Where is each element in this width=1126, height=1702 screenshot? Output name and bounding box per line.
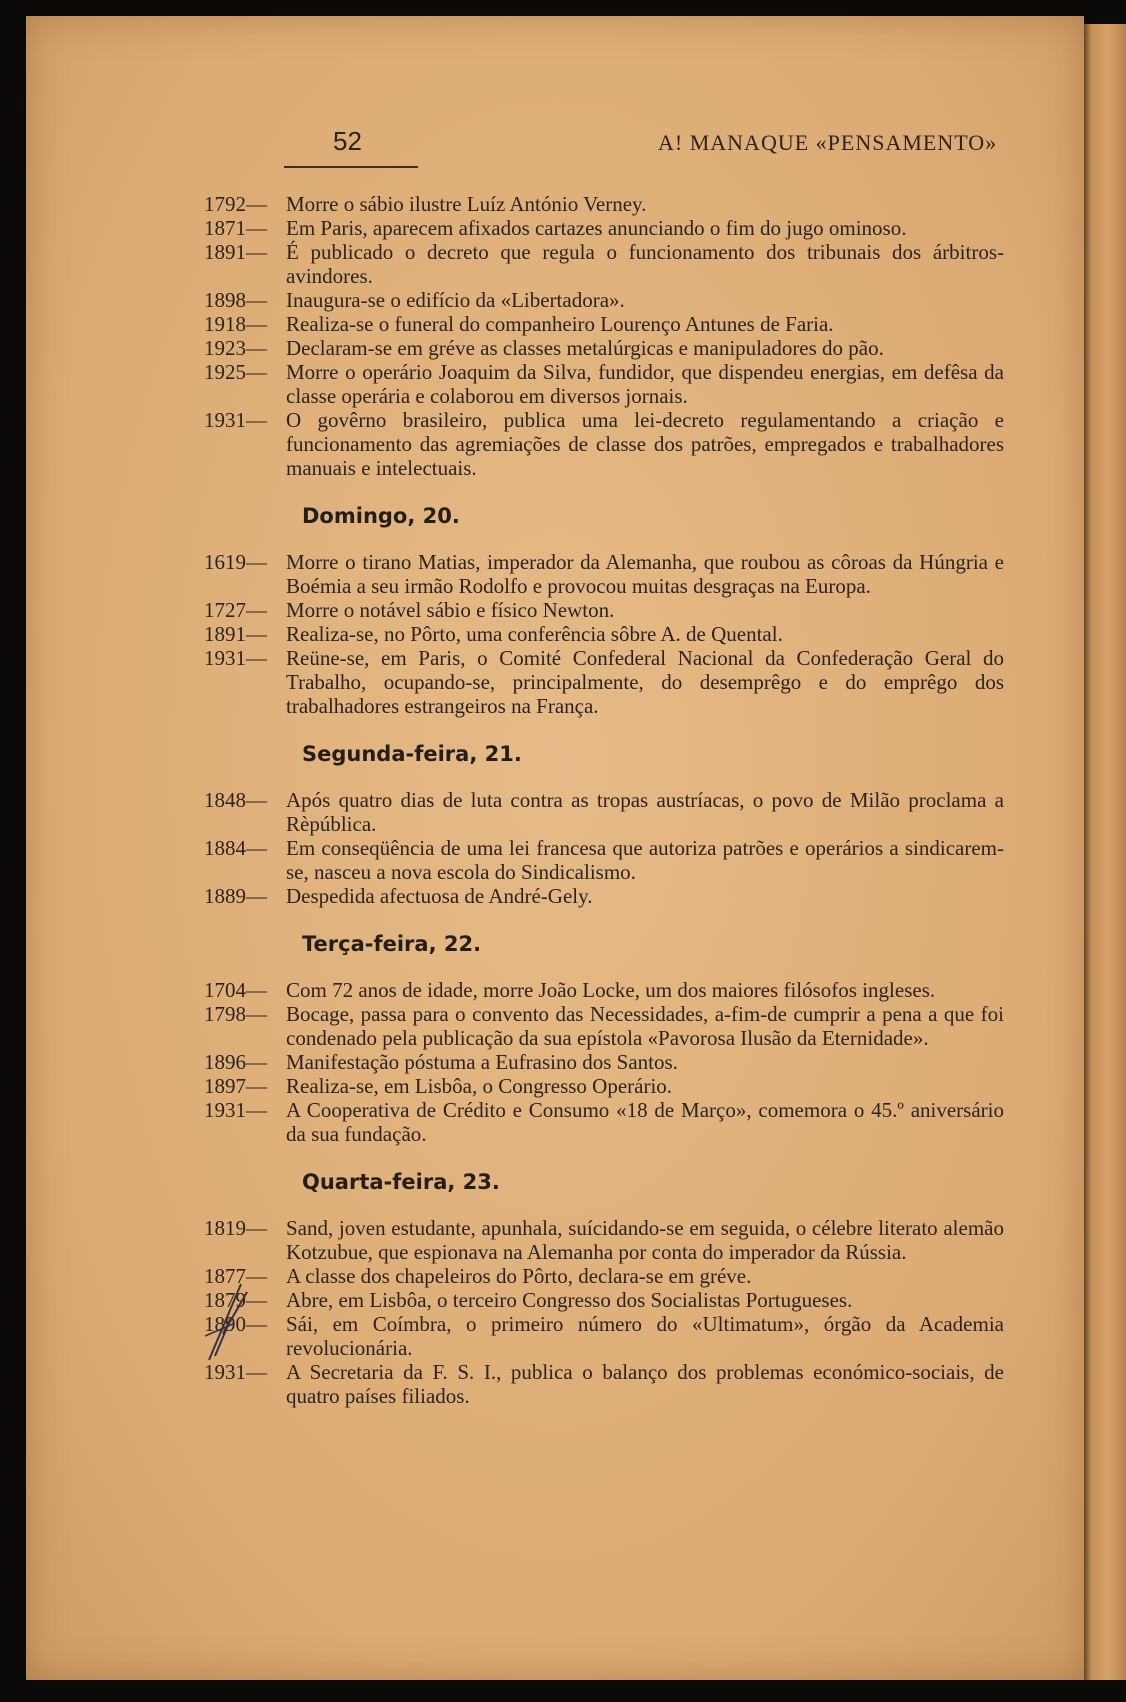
chronology-entry: [204, 1264, 1004, 1288]
chronology-entry: [204, 1074, 1004, 1098]
running-title: A! MANAQUE «PENSAMENTO»: [658, 130, 998, 155]
entry-year: [204, 1050, 286, 1074]
entry-year-value: 1931: [204, 1098, 246, 1122]
em-dash-separator: —: [246, 360, 267, 384]
entry-year: [204, 1098, 286, 1122]
chronology-entry: [204, 408, 1004, 480]
entry-text: Com 72 anos de idade, morre João Locke, um dos maiores filósofos ingleses.: [286, 978, 936, 1002]
entry-year-value: 1925: [204, 360, 246, 384]
em-dash-separator: —: [246, 408, 267, 432]
em-dash-separator: —: [246, 240, 267, 264]
entry-year: [204, 1002, 286, 1026]
entry-year-value: 1931: [204, 646, 246, 670]
day-heading: Domingo, 20.: [302, 504, 460, 528]
em-dash-separator: —: [246, 288, 267, 312]
em-dash-separator: —: [246, 598, 267, 622]
entry-text: É publicado o decreto que regula o funcionamento dos tribunais dos árbitros-avindores.: [286, 240, 1004, 288]
entry-year-value: 1931: [204, 408, 246, 432]
entry-text: Declaram-se em gréve as classes metalúrgicas e manipuladores do pão.: [286, 336, 884, 360]
em-dash-separator: —: [246, 788, 267, 812]
chronology-entry: [204, 1288, 1004, 1312]
em-dash-separator: —: [246, 1288, 267, 1312]
entry-year: [204, 192, 286, 216]
header-rule: [284, 166, 418, 168]
entry-text: A classe dos chapeleiros do Pôrto, declara-se em gréve.: [286, 1264, 752, 1288]
entry-year-value: 1871: [204, 216, 246, 240]
entry-year-value: 1891: [204, 622, 246, 646]
entry-text: Manifestação póstuma a Eufrasino dos Santos.: [286, 1050, 678, 1074]
day-heading: Quarta-feira, 23.: [302, 1170, 500, 1194]
entry-text: A Cooperativa de Crédito e Consumo «18 de Março», comemora o 45.º aniversário da sua fundação.: [286, 1098, 1004, 1146]
entry-year-value: 1923: [204, 336, 246, 360]
chronology-entry: [204, 240, 1004, 288]
chronology-entry: [204, 1002, 1004, 1050]
em-dash-separator: —: [246, 884, 267, 908]
entry-text: Realiza-se, no Pôrto, uma conferência sôbre A. de Quental.: [286, 622, 783, 646]
day-heading: Segunda-feira, 21.: [302, 742, 522, 766]
entry-text: Inaugura-se o edifício da «Libertadora».: [286, 288, 625, 312]
entry-year: [204, 646, 286, 670]
chronology-entry: [204, 216, 1004, 240]
day-heading: Terça-feira, 22.: [302, 932, 482, 956]
entry-year: [204, 312, 286, 336]
entry-year: [204, 598, 286, 622]
entry-year-value: 1896: [204, 1050, 246, 1074]
em-dash-separator: —: [246, 1050, 267, 1074]
entry-year: [204, 1074, 286, 1098]
entry-year: [204, 216, 286, 240]
em-dash-separator: —: [246, 550, 267, 574]
entry-text: Realiza-se, em Lisbôa, o Congresso Operário.: [286, 1074, 673, 1098]
em-dash-separator: —: [246, 1312, 267, 1336]
entry-year-value: 1931: [204, 1360, 246, 1384]
em-dash-separator: —: [246, 1360, 267, 1384]
em-dash-separator: —: [246, 836, 267, 860]
entry-year-value: 1890: [204, 1312, 246, 1336]
entry-year-value: 1619: [204, 550, 246, 574]
em-dash-separator: —: [246, 192, 267, 216]
entry-text: O govêrno brasileiro, publica uma lei-decreto regulamentando a criação e funcionamento das agremiações de classe dos patrões, empregados e trabalhadores manuais e intelectuais.: [286, 408, 1004, 480]
entry-year: [204, 622, 286, 646]
entry-year-value: 1897: [204, 1074, 246, 1098]
entry-year: [204, 550, 286, 574]
entry-year: [204, 240, 286, 264]
em-dash-separator: —: [246, 312, 267, 336]
em-dash-separator: —: [246, 336, 267, 360]
em-dash-separator: —: [246, 978, 267, 1002]
entry-text: Sand, joven estudante, apunhala, suícidando-se em seguida, o célebre literato alemão Kotzubue, que espionava na Alemanha por conta do imperador da Rússia.: [286, 1216, 1004, 1264]
entry-year-value: 1879: [204, 1288, 246, 1312]
chronology-entry: [204, 1360, 1004, 1408]
entry-year: [204, 408, 286, 432]
entry-text: Após quatro dias de luta contra as tropas austríacas, o povo de Milão proclama a Rèpública.: [286, 788, 1004, 836]
em-dash-separator: —: [246, 646, 267, 670]
entry-text: Realiza-se o funeral do companheiro Lourenço Antunes de Faria.: [286, 312, 834, 336]
chronology-content: [204, 192, 1004, 1408]
entry-text: Morre o notável sábio e físico Newton.: [286, 598, 615, 622]
page-number: 52: [333, 126, 362, 156]
em-dash-separator: —: [246, 622, 267, 646]
chronology-entry: [204, 978, 1004, 1002]
entry-year-value: 1727: [204, 598, 246, 622]
chronology-entry: [204, 192, 1004, 216]
entry-text: Abre, em Lisbôa, o terceiro Congresso dos Socialistas Portugueses.: [286, 1288, 853, 1312]
adjacent-page-edge: [1080, 24, 1126, 1680]
book-page: [26, 16, 1084, 1680]
em-dash-separator: —: [246, 216, 267, 240]
chronology-entry: [204, 550, 1004, 598]
entry-text: Morre o tirano Matias, imperador da Alemanha, que roubou as côroas da Húngria e Boémia a seu irmão Rodolfo e provocou muitas desgraças na Europa.: [286, 550, 1004, 598]
chronology-entry: [204, 288, 1004, 312]
entry-text: Em conseqüência de uma lei francesa que autoriza patrões e operários a sindicarem-se, nasceu a nova escola do Sindicalismo.: [286, 836, 1004, 884]
entry-year: [204, 1216, 286, 1240]
entry-year: [204, 884, 286, 908]
chronology-entry: [204, 598, 1004, 622]
entry-text: Despedida afectuosa de André-Gely.: [286, 884, 593, 908]
em-dash-separator: —: [246, 1002, 267, 1026]
chronology-entry: [204, 336, 1004, 360]
entry-year: [204, 788, 286, 812]
entry-year-value: 1918: [204, 312, 246, 336]
em-dash-separator: —: [246, 1216, 267, 1240]
entry-text: Em Paris, aparecem afixados cartazes anunciando o fim do jugo ominoso.: [286, 216, 907, 240]
entry-year-value: 1848: [204, 788, 246, 812]
entry-text: A Secretaria da F. S. I., publica o balanço dos problemas económico-sociais, de quatro países filiados.: [286, 1360, 1004, 1408]
entry-year: [204, 836, 286, 860]
chronology-entry: [204, 646, 1004, 718]
entry-text: Bocage, passa para o convento das Necessidades, a-fim-de cumprir a pena a que foi condenado pela publicação da sua epístola «Pavorosa Ilusão da Eternidade».: [286, 1002, 1004, 1050]
entry-text: Morre o sábio ilustre Luíz António Verney.: [286, 192, 647, 216]
entry-year: [204, 978, 286, 1002]
chronology-entry: [204, 788, 1004, 836]
chronology-entry: [204, 312, 1004, 336]
entry-text: Morre o operário Joaquim da Silva, fundidor, que dispendeu energias, em defêsa da classe operária e colaborou em diversos jornais.: [286, 360, 1004, 408]
em-dash-separator: —: [246, 1098, 267, 1122]
entry-year-value: 1798: [204, 1002, 246, 1026]
entry-year-value: 1891: [204, 240, 246, 264]
entry-year: [204, 288, 286, 312]
entry-year-value: 1884: [204, 836, 246, 860]
chronology-entry: [204, 622, 1004, 646]
chronology-entry: [204, 360, 1004, 408]
entry-text: Sái, em Coímbra, o primeiro número do «Ultimatum», órgão da Academia revolucionária.: [286, 1312, 1004, 1360]
chronology-entry: [204, 1098, 1004, 1146]
em-dash-separator: —: [246, 1074, 267, 1098]
entry-year: [204, 336, 286, 360]
chronology-entry: [204, 1312, 1004, 1360]
chronology-entry: [204, 1216, 1004, 1264]
entry-text: Reüne-se, em Paris, o Comité Confederal Nacional da Confederação Geral do Trabalho, ocupando-se, principalmente, do desemprêgo e do emprêgo dos trabalhadores estrangeiros na França.: [286, 646, 1004, 718]
entry-year: [204, 360, 286, 384]
em-dash-separator: —: [246, 1264, 267, 1288]
entry-year-value: 1889: [204, 884, 246, 908]
chronology-entry: [204, 1050, 1004, 1074]
chronology-entry: [204, 884, 1004, 908]
entry-year-value: 1704: [204, 978, 246, 1002]
pencil-mark-icon: [201, 1278, 261, 1368]
entry-year-value: 1898: [204, 288, 246, 312]
chronology-entry: [204, 836, 1004, 884]
entry-year-value: 1819: [204, 1216, 246, 1240]
entry-year-value: 1792: [204, 192, 246, 216]
entry-year-value: 1877: [204, 1264, 246, 1288]
